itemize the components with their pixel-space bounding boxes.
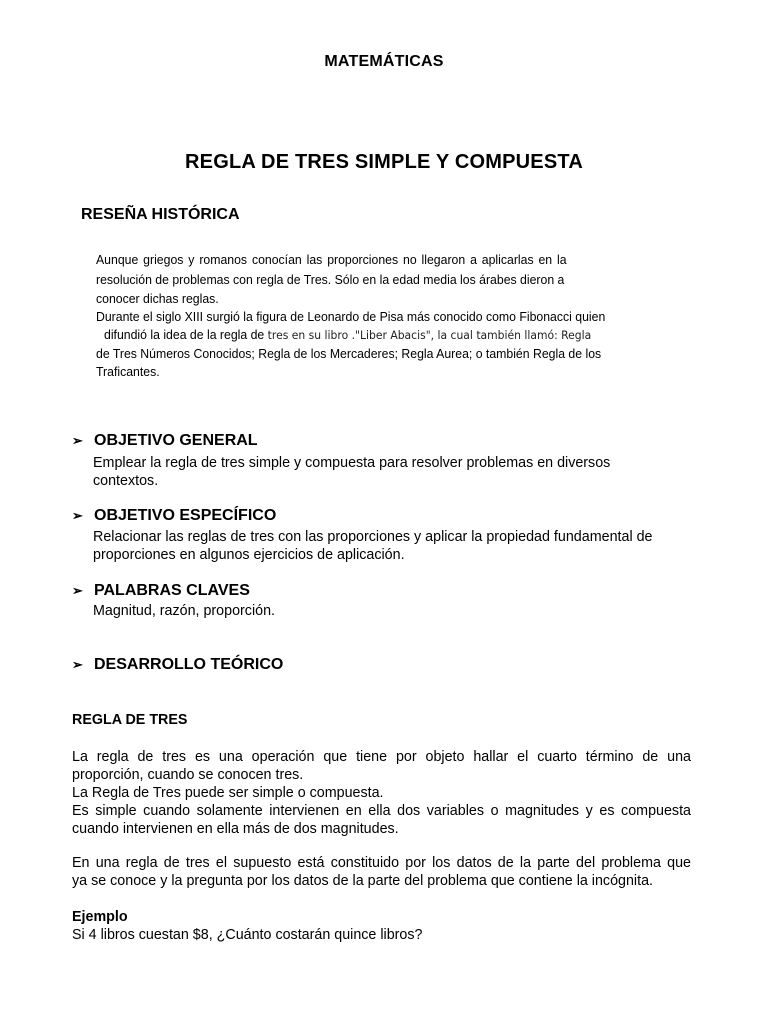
history-line-4: Durante el siglo XIII surgió la figura de Leonardo de Pisa más conocido como Fibonacci quien bbox=[96, 309, 606, 324]
history-line-6: de Tres Números Conocidos; Regla de los Mercaderes; Regla Aurea; o también Regla de los bbox=[96, 346, 602, 361]
section-palabras-claves-heading bbox=[72, 582, 250, 600]
history-heading: RESEÑA HISTÓRICA bbox=[81, 206, 240, 223]
section-palabras-claves-body bbox=[93, 602, 693, 620]
arrow-bullet-icon: ➢ bbox=[72, 657, 83, 672]
section-title: OBJETIVO GENERAL bbox=[94, 432, 258, 449]
section-objetivo-especifico-heading bbox=[72, 507, 276, 525]
arrow-bullet-icon: ➢ bbox=[72, 583, 83, 598]
paragraph-line: cuando intervienen en ella más de dos magnitudes. bbox=[72, 821, 399, 837]
theory-paragraph-1 bbox=[72, 748, 691, 838]
arrow-bullet-icon: ➢ bbox=[72, 433, 83, 448]
paragraph-line: Es simple cuando solamente intervienen en ella dos variables o magnitudes y es compuesta bbox=[72, 803, 691, 819]
theory-subheading: REGLA DE TRES bbox=[72, 712, 188, 728]
section-line: Magnitud, razón, proporción. bbox=[93, 603, 275, 619]
example-text: Si 4 libros cuestan $8, ¿Cuánto costarán quince libros? bbox=[72, 927, 423, 943]
section-desarrollo-teorico-heading bbox=[72, 656, 283, 674]
example-label: Ejemplo bbox=[72, 909, 128, 925]
paragraph-line: En una regla de tres el supuesto está constituido por los datos de la parte del problema que bbox=[72, 855, 691, 871]
history-line-3: conocer dichas reglas. bbox=[96, 291, 219, 306]
history-line-5-part-1: difundió la idea de la regla de bbox=[104, 327, 265, 342]
section-line: proporciones en algunos ejercicios de aplicación. bbox=[93, 547, 405, 563]
paragraph-line: proporción, cuando se conocen tres. bbox=[72, 767, 304, 783]
section-title: PALABRAS CLAVES bbox=[94, 582, 250, 599]
theory-paragraph-2 bbox=[72, 854, 691, 890]
arrow-bullet-icon: ➢ bbox=[72, 508, 83, 523]
history-line-7: Traficantes. bbox=[96, 364, 160, 379]
paragraph-line: La Regla de Tres puede ser simple o compuesta. bbox=[72, 785, 384, 801]
history-line-2: resolución de problemas con regla de Tres. Sólo en la edad media los árabes dieron a bbox=[96, 272, 565, 287]
history-line-5 bbox=[104, 326, 606, 344]
history-line-5-part-2: tres en su libro ."Liber Abacis", la cual también llamó: Regla bbox=[267, 328, 592, 342]
paragraph-line: La regla de tres es una operación que tiene por objeto hallar el cuarto término de una bbox=[72, 749, 691, 765]
section-objetivo-especifico-body bbox=[93, 528, 693, 564]
section-title: OBJETIVO ESPECÍFICO bbox=[94, 507, 277, 524]
section-line: Emplear la regla de tres simple y compuesta para resolver problemas en diversos bbox=[93, 455, 611, 471]
paragraph-line: ya se conoce y la pregunta por los datos de la parte del problema que contiene la incógnita. bbox=[72, 873, 653, 889]
document-title: REGLA DE TRES SIMPLE Y COMPUESTA bbox=[185, 151, 583, 173]
history-line-1: Aunque griegos y romanos conocían las proporciones no llegaron a aplicarlas en la bbox=[96, 252, 567, 267]
section-objetivo-general-heading bbox=[72, 432, 258, 450]
section-title: DESARROLLO TEÓRICO bbox=[94, 656, 284, 673]
section-line: Relacionar las reglas de tres con las proporciones y aplicar la propiedad fundamental de bbox=[93, 529, 653, 545]
section-objetivo-general-body bbox=[93, 454, 693, 490]
document-subject: MATEMÁTICAS bbox=[324, 53, 444, 70]
section-line: contextos. bbox=[93, 473, 159, 489]
